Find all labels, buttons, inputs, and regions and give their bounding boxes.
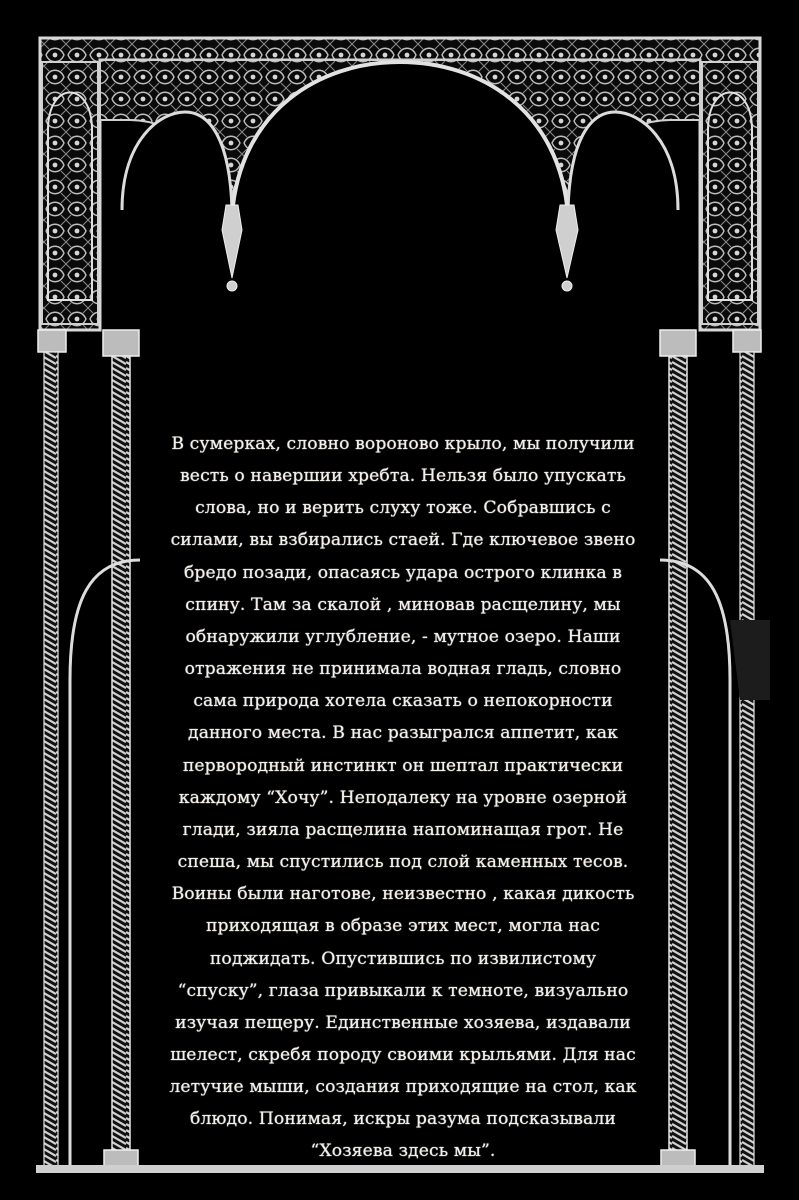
- text-line: глади, зияла расщелина напоминащая грот. Не: [182, 819, 624, 840]
- text-line: силами, вы взбирались стаей. Где ключевое звено: [170, 530, 636, 551]
- text-line: летучие мыши, создания приходящие на стол, как: [169, 1077, 637, 1098]
- right-columns: [660, 330, 761, 1170]
- text-line: приходящая в образе этих мест, могла нас: [205, 916, 601, 937]
- right-notch: [730, 620, 770, 700]
- text-line: “спуску”, глаза привыкали к темноте, визуально: [177, 980, 629, 1001]
- text-line: блюдо. Понимая, искры разума подсказывали: [190, 1109, 616, 1130]
- text-line: спеша, мы спустились под слой каменных тесов.: [177, 852, 629, 873]
- text-line: шелест, скребя породу своими крыльями. Для нас: [170, 1044, 636, 1065]
- text-line: обнаружили углубление, - мутное озеро. Наши: [185, 626, 621, 647]
- story-text: [148, 428, 658, 1168]
- text-line: бредо позади, опасаясь удара острого клинка в: [183, 562, 623, 583]
- text-line: Воины были наготове, неизвестно , какая дикость: [171, 884, 635, 905]
- text-line: “Хозяева здесь мы”.: [310, 1141, 496, 1162]
- right-panel-tracery: [702, 62, 758, 324]
- text-line: слова, но и верить слуху тоже. Собравшись с: [195, 498, 611, 519]
- text-line: отражения не принимала водная гладь, словно: [184, 659, 622, 680]
- pendant-right: [556, 205, 578, 291]
- text-line: изучая пещеру. Единственные хозяева, издавали: [175, 1012, 631, 1033]
- text-line: весть о навершии хребта. Нельзя было упускать: [180, 466, 626, 487]
- text-line: данного места. В нас разыгрался аппетит, как: [188, 723, 618, 744]
- left-columns: [38, 330, 139, 1170]
- pendant-left: [222, 205, 242, 291]
- left-panel-tracery: [42, 62, 98, 324]
- text-line: сама природа хотела сказать о непокорности: [193, 691, 613, 712]
- text-line: первородный инстинкт он шептал практически: [182, 755, 624, 776]
- text-line: поджидать. Опустившись по извилистому: [209, 948, 597, 969]
- text-line: В сумерках, словно вороново крыло, мы получили: [171, 434, 635, 454]
- text-line: спину. Там за скалой , миновав расщелину, мы: [185, 594, 621, 615]
- text-line: каждому “Хочу”. Неподалеку на уровне озерной: [178, 787, 628, 808]
